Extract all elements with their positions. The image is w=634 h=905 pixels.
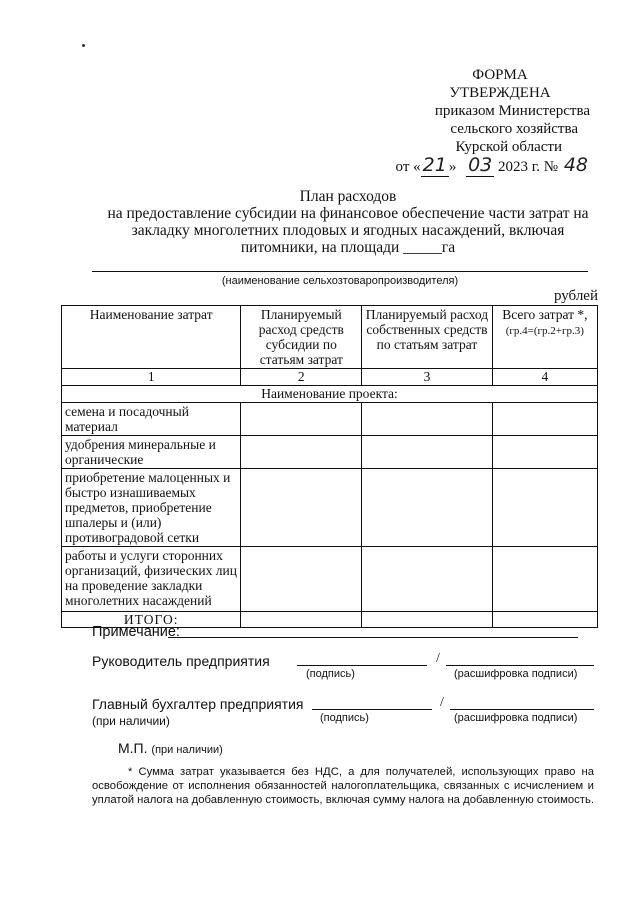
order-date-line	[350, 156, 590, 176]
row-label: удобрения минеральные и органические	[62, 436, 241, 469]
header-total-formula: (гр.4=(гр.2+гр.3)	[505, 325, 584, 337]
order-month: 03	[468, 154, 493, 176]
order-line-1: приказом Министерства	[434, 103, 590, 119]
head-decoding-line[interactable]	[446, 665, 594, 666]
table-header-row	[62, 306, 598, 369]
decoding-caption: (расшифровка подписи)	[454, 712, 578, 724]
note-label: Примечание:	[92, 624, 180, 640]
column-number: 1	[62, 369, 241, 386]
total-label: ИТОГО:	[62, 612, 241, 628]
table-row	[62, 547, 598, 612]
title-line-3: закладку многолетних плодовых и ягодных насаждений, включая	[131, 222, 565, 239]
expense-plan-table	[61, 305, 598, 628]
producer-name-caption: (наименование сельхозтоваропроизводителя)	[221, 275, 459, 287]
row-label: работы и услуги сторонних организаций, физических лиц на проведение закладки многолетних насаждений	[62, 547, 241, 612]
total-cell[interactable]	[492, 469, 597, 547]
order-number: 48	[563, 154, 588, 176]
header-cost-name: Наименование затрат	[62, 306, 241, 369]
table-row	[62, 403, 598, 436]
total-cell[interactable]	[492, 547, 597, 612]
header-own-funds: Планируемый расход собственных средств по статьям затрат	[362, 306, 492, 369]
scan-speck	[82, 44, 85, 47]
stamp-label: М.П.	[118, 740, 148, 756]
vat-footnote: * Сумма затрат указывается без НДС, а для получателей, использующих право на освобождение от исполнения обязанностей налогоплательщика, связанных с исчислением и уплатой налога на добавленную стоимость, включая сумму налога на добавленную стоимость.	[92, 766, 595, 806]
total-own-funds-cell[interactable]	[362, 612, 492, 628]
signature-caption: (подпись)	[320, 712, 369, 724]
column-number-row	[62, 369, 598, 386]
header-total: Всего затрат *, (гр.4=(гр.2+гр.3)	[492, 306, 597, 369]
total-cell[interactable]	[492, 403, 597, 436]
grand-total-cell[interactable]	[492, 612, 597, 628]
row-label: семена и посадочный материал	[62, 403, 241, 436]
accountant-signature-line[interactable]	[312, 709, 432, 710]
subsidy-cell[interactable]	[241, 436, 362, 469]
accountant-signature-label: Главный бухгалтер предприятия	[92, 696, 304, 712]
column-number: 4	[492, 369, 597, 386]
approval-stamp-block	[350, 66, 590, 176]
title-line-4: питомники, на площади _____га	[240, 239, 456, 256]
own-funds-cell[interactable]	[362, 547, 492, 612]
stamp-note: (при наличии)	[151, 744, 223, 756]
subsidy-cell[interactable]	[241, 403, 362, 436]
order-line-2: сельского хозяйства	[450, 121, 578, 137]
stamp-placeholder	[118, 740, 223, 756]
project-name-row	[62, 386, 598, 403]
table-row	[62, 469, 598, 547]
approved-label: УТВЕРЖДЕНА	[449, 85, 551, 101]
subsidy-cell[interactable]	[241, 469, 362, 547]
title-line-2: на предоставление субсидии на финансовое обеспечение части затрат на	[107, 205, 589, 222]
own-funds-cell[interactable]	[362, 436, 492, 469]
order-year: 2023 г. №	[498, 159, 559, 175]
column-number: 2	[241, 369, 362, 386]
date-prefix: от «	[395, 159, 421, 175]
decoding-caption: (расшифровка подписи)	[454, 668, 578, 680]
row-label: приобретение малоценных и быстро изнашиваемых предметов, приобретение шпалеры и (или) противоградовой сетки	[62, 469, 241, 547]
head-signature-label: Руководитель предприятия	[92, 653, 270, 669]
producer-name-line	[92, 271, 588, 272]
total-subsidy-cell[interactable]	[241, 612, 362, 628]
table-row	[62, 436, 598, 469]
own-funds-cell[interactable]	[362, 469, 492, 547]
signature-caption: (подпись)	[306, 668, 355, 680]
head-signature-line[interactable]	[297, 665, 427, 666]
form-label: ФОРМА	[472, 67, 528, 83]
note-fill-line[interactable]	[168, 637, 578, 638]
own-funds-cell[interactable]	[362, 403, 492, 436]
currency-label: рублей	[553, 288, 598, 304]
signature-separator: /	[436, 651, 440, 666]
signature-separator: /	[440, 695, 444, 710]
subsidy-cell[interactable]	[241, 547, 362, 612]
project-name-label: Наименование проекта:	[62, 386, 598, 403]
order-day: 21	[422, 154, 447, 176]
total-cell[interactable]	[492, 436, 597, 469]
title-line-1: План расходов	[299, 188, 397, 205]
date-close: »	[448, 159, 457, 175]
accountant-decoding-line[interactable]	[450, 709, 594, 710]
accountant-sub-label: (при наличии)	[92, 714, 170, 728]
column-number: 3	[362, 369, 492, 386]
header-subsidy: Планируемый расход средств субсидии по статьям затрат	[241, 306, 362, 369]
order-line-3: Курской области	[455, 139, 562, 155]
document-title	[88, 188, 608, 256]
